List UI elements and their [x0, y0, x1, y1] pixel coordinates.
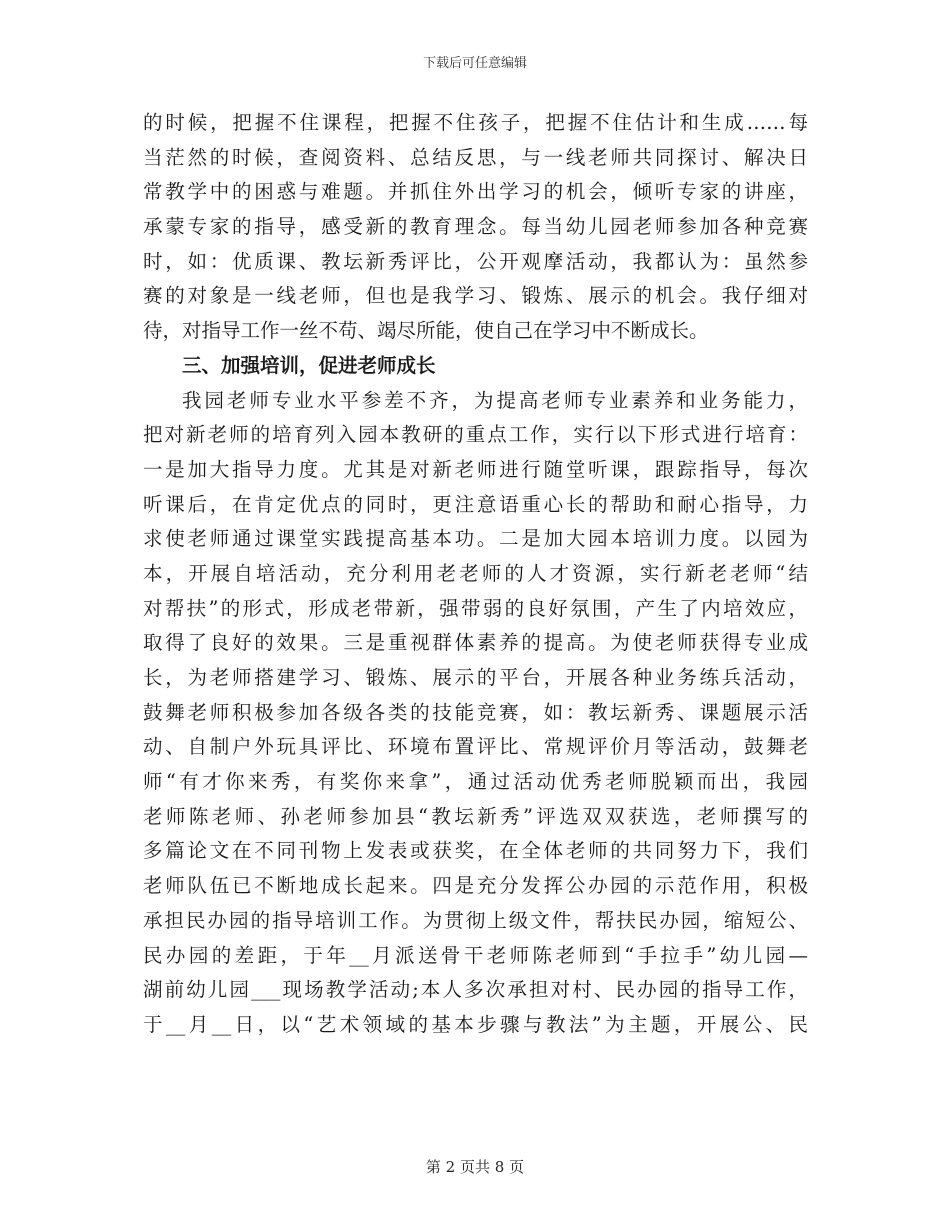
section-heading: 三、加强培训，促进老师成长	[182, 353, 436, 377]
text-line: 鼓舞老师积极参加各级各类的技能竞赛，如：教坛新秀、课题展示活	[143, 700, 808, 724]
text-line: 湖前幼儿园___现场教学活动;本人多次承担对村、民办园的指导工作，	[143, 978, 808, 1002]
text-line: 待，对指导工作一丝不苟、竭尽所能，使自己在学习中不断成长。	[143, 319, 709, 343]
text-line: 动、自制户外玩具评比、环境布置评比、常规评价月等活动，鼓舞老	[143, 735, 808, 759]
text-line: 本，开展自培活动，充分利用老老师的人才资源，实行新老老师“结	[143, 561, 808, 585]
text-line: 时，如：优质课、教坛新秀评比，公开观摩活动，我都认为：虽然参	[143, 249, 808, 273]
text-line: 把对新老师的培育列入园本教研的重点工作，实行以下形式进行培育：	[143, 423, 808, 447]
text-line: 我园老师专业水平参差不齐，为提高老师专业素养和业务能力，	[182, 388, 808, 412]
text-line: 一是加大指导力度。尤其是对新老师进行随堂听课，跟踪指导，每次	[143, 457, 808, 481]
page-footer: 第 2 页共 8 页	[425, 1158, 525, 1176]
text-line: 承蒙专家的指导，感受新的教育理念。每当幼儿园老师参加各种竞赛	[143, 215, 808, 239]
text-line: 取得了良好的效果。三是重视群体素养的提高。为使老师获得专业成	[143, 631, 808, 655]
text-line: 老师陈老师、孙老师参加县“教坛新秀”评选双双获选，老师撰写的	[143, 804, 808, 828]
text-line: 长，为老师搭建学习、锻炼、展示的平台，开展各种业务练兵活动，	[143, 666, 808, 689]
text-line: 民办园的差距，于年__月派送骨干老师陈老师到“手拉手”幼儿园—	[143, 943, 808, 967]
text-line: 的时候，把握不住课程，把握不住孩子，把握不住估计和生成……每	[143, 111, 808, 134]
text-line: 承担民办园的指导培训工作。为贯彻上级文件，帮扶民办园，缩短公、	[143, 908, 808, 932]
text-line: 师“有才你来秀，有奖你来拿”，通过活动优秀老师脱颖而出，我园	[143, 770, 808, 794]
text-line: 听课后，在肯定优点的同时，更注意语重心长的帮助和耐心指导，力	[143, 492, 808, 516]
page-header: 下载后可任意编辑	[422, 56, 527, 71]
text-line: 当茫然的时候，查阅资料、总结反思，与一线老师共同探讨、解决日	[143, 145, 808, 169]
text-line: 求使老师通过课堂实践提高基本功。二是加大园本培训力度。以园为	[143, 527, 808, 551]
text-line: 多篇论文在不同刊物上发表或获奖，在全体老师的共同努力下，我们	[143, 839, 808, 863]
text-line: 常教学中的困惑与难题。并抓住外出学习的机会，倾听专家的讲座，	[143, 180, 808, 204]
document-body	[143, 106, 808, 1043]
text-line: 老师队伍已不断地成长起来。四是充分发挥公办园的示范作用，积极	[143, 874, 808, 898]
text-line: 于__月__日，以“艺术领域的基本步骤与教法”为主题，开展公、民	[143, 1012, 808, 1036]
text-line: 赛的对象是一线老师，但也是我学习、锻炼、展示的机会。我仔细对	[143, 284, 808, 308]
text-line: 对帮扶”的形式，形成老带新，强带弱的良好氛围，产生了内培效应，	[143, 596, 808, 620]
